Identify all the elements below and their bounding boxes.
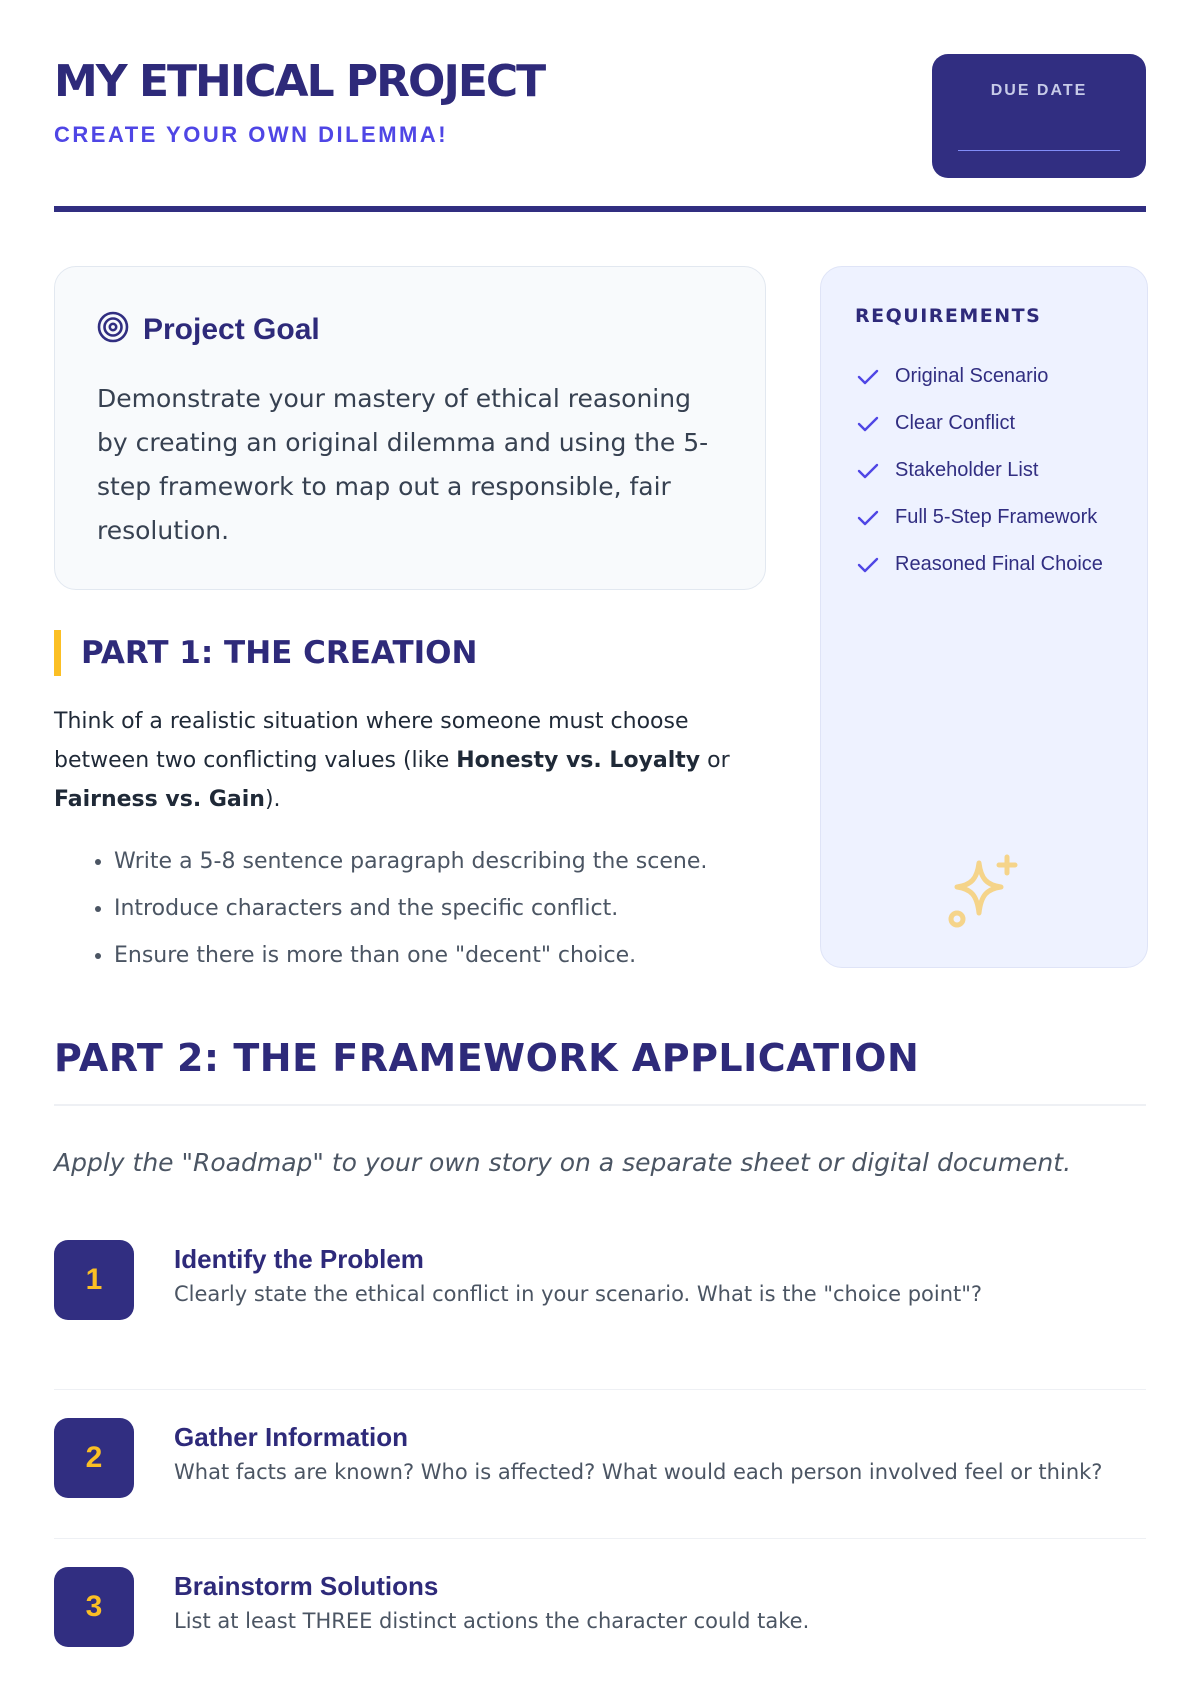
header-divider (54, 206, 1146, 212)
step-number-badge: 1 (54, 1240, 134, 1320)
sparkle-icon (943, 851, 1023, 931)
check-icon (855, 458, 881, 484)
part2-divider (54, 1104, 1146, 1106)
step-number-badge: 2 (54, 1418, 134, 1498)
framework-steps (54, 1240, 1146, 1687)
framework-step (54, 1389, 1146, 1538)
requirement-item (855, 400, 1103, 447)
part1-intro-text: Think of a realistic situation where someone must choose between two conflicting values (like (54, 709, 689, 773)
list-item: • Write a 5-8 sentence paragraph describing the scene. (114, 838, 754, 885)
due-date-label: DUE DATE (990, 82, 1088, 99)
requirement-label: Clear Conflict (895, 412, 1016, 434)
header (54, 52, 1146, 212)
requirement-label: Original Scenario (895, 365, 1049, 387)
step-title: Gather Information (174, 1422, 409, 1452)
target-icon (97, 311, 129, 348)
framework-step (54, 1538, 1146, 1687)
part1-accent-bar (54, 630, 61, 676)
part1-intro-text: or (700, 748, 730, 773)
part1-example-2: Fairness vs. Gain (54, 787, 265, 812)
project-goal-title: Project Goal (143, 312, 320, 346)
part1-heading (54, 630, 477, 676)
part1-intro-text: ). (264, 787, 281, 812)
list-item: • Ensure there is more than one "decent" choice. (114, 932, 754, 979)
step-title: Brainstorm Solutions (174, 1571, 439, 1601)
project-goal-header (97, 311, 320, 348)
requirements-title: REQUIREMENTS (855, 305, 1042, 327)
check-icon (855, 552, 881, 578)
requirements-card (820, 266, 1148, 968)
step-description: Clearly state the ethical conflict in your scenario. What is the "choice point"? (174, 1282, 983, 1306)
step-number-badge: 3 (54, 1567, 134, 1647)
part1-intro (54, 702, 754, 819)
project-goal-text: Demonstrate your mastery of ethical reasoning by creating an original dilemma and using the 5-step framework to map out a responsible, fair resolution. (97, 384, 709, 545)
requirement-label: Reasoned Final Choice (895, 553, 1103, 575)
requirements-list (855, 353, 1103, 588)
check-icon (855, 505, 881, 531)
step-description: List at least THREE distinct actions the character could take. (174, 1609, 810, 1633)
part1-example-1: Honesty vs. Loyalty (456, 748, 701, 773)
project-goal-card (54, 266, 766, 590)
part1-bullet-list (114, 838, 754, 979)
part1-title: PART 1: THE CREATION (81, 635, 478, 671)
part2-subtitle: Apply the "Roadmap" to your own story on a separate sheet or digital document. (54, 1148, 1072, 1177)
step-title: Identify the Problem (174, 1244, 424, 1274)
requirement-item (855, 447, 1103, 494)
requirement-item (855, 541, 1103, 588)
check-icon (855, 364, 881, 390)
check-icon (855, 411, 881, 437)
page-title: MY ETHICAL PROJECT (54, 56, 545, 107)
part2-title: PART 2: THE FRAMEWORK APPLICATION (54, 1036, 920, 1080)
requirement-item (855, 353, 1103, 400)
requirement-label: Stakeholder List (895, 459, 1039, 481)
page-subtitle: CREATE YOUR OWN DILEMMA! (54, 122, 449, 147)
due-date-box (932, 54, 1146, 178)
step-description: What facts are known? Who is affected? What would each person involved feel or think? (174, 1460, 1103, 1484)
list-item: • Introduce characters and the specific conflict. (114, 885, 754, 932)
framework-step (54, 1240, 1146, 1389)
requirement-label: Full 5-Step Framework (895, 506, 1098, 528)
due-date-line (958, 150, 1120, 151)
requirement-item (855, 494, 1103, 541)
